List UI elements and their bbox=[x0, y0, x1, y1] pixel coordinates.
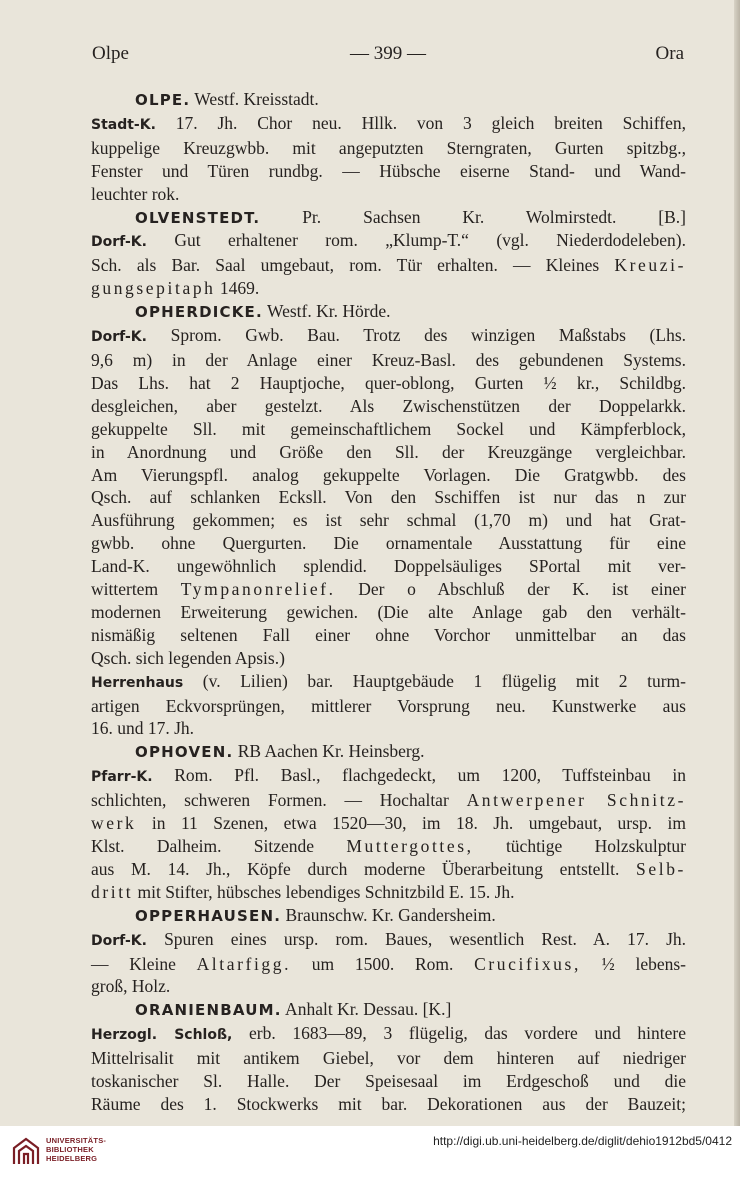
text-segment: Mittelrisalit mit antikem Giebel, vor dem hinteren auf niedriger bbox=[91, 1048, 686, 1069]
entry-heading: OPHOVEN. bbox=[135, 743, 234, 762]
text-segment: Ausführung gekommen; es ist sehr schmal (1,70 m) und hat Grat- bbox=[91, 510, 686, 531]
text-segment: schlichten, schweren Formen. — Hochaltar bbox=[91, 790, 467, 811]
text-line bbox=[91, 183, 686, 206]
text-line bbox=[91, 486, 686, 509]
text-segment: in Anordnung und Größe den Sll. der Kreuzgänge vergleichbar. bbox=[91, 441, 686, 462]
text-line bbox=[91, 717, 686, 740]
text-line bbox=[91, 324, 686, 349]
body-text bbox=[91, 88, 686, 1116]
text-segment: in 11 Szenen, etwa 1520—30, im 18. Jh. umgebaut, ursp. im bbox=[136, 813, 686, 834]
text-line bbox=[91, 670, 686, 695]
entry-heading: ORANIENBAUM. bbox=[135, 1001, 282, 1020]
text-line bbox=[91, 1047, 686, 1070]
building-label: Pfarr-K. bbox=[91, 769, 153, 786]
text-segment: Spuren eines ursp. rom. Baues, wesentlich Rest. A. 17. Jh. bbox=[146, 928, 686, 949]
text-line bbox=[91, 509, 686, 532]
text-line bbox=[91, 229, 686, 254]
text-segment: Rom. Pfl. Basl., flachgedeckt, um 1200, Tuffsteinbau in bbox=[152, 765, 686, 786]
text-line bbox=[91, 112, 686, 137]
header-left: Olpe bbox=[92, 43, 129, 64]
text-line bbox=[91, 206, 686, 230]
text-segment: kuppelige Kreuzgwbb. mit angeputzten Sterngraten, Gurten spitzbg., bbox=[91, 137, 686, 158]
text-line bbox=[91, 647, 686, 670]
text-line bbox=[91, 88, 686, 112]
text-segment: aus M. 14. Jh., Köpfe durch moderne Überarbeitung entstellt. bbox=[91, 858, 637, 879]
text-segment: Anhalt Kr. Dessau. [K.] bbox=[281, 999, 452, 1020]
text-segment: groß, Holz. bbox=[91, 976, 171, 997]
page-edge bbox=[734, 0, 740, 1126]
text-segment: Qsch. auf schlanken Ecksll. Von den Sschiffen ist nur das n zur bbox=[91, 487, 686, 508]
text-segment: 1469. bbox=[215, 278, 260, 299]
text-line bbox=[91, 277, 686, 300]
text-line bbox=[91, 1093, 686, 1116]
logo-line: HEIDELBERG bbox=[46, 1154, 98, 1163]
text-segment: tüchtige Holzskulptur bbox=[473, 836, 686, 856]
page-number: — 399 — bbox=[350, 43, 426, 64]
text-line bbox=[91, 881, 686, 904]
text-segment: 16. und 17. Jh. bbox=[91, 718, 195, 739]
text-line bbox=[91, 975, 686, 998]
running-header bbox=[92, 43, 684, 69]
library-logo-text bbox=[46, 1136, 106, 1163]
text-line bbox=[91, 624, 686, 647]
text-segment: 9,6 m) in der Anlage einer Kreuz-Basl. des gebundenen Systems. bbox=[91, 349, 686, 370]
spaced-emphasis: dritt bbox=[91, 881, 134, 902]
text-segment: desgleichen, aber gestelzt. Als Zwischenstützen der Doppelarkk. bbox=[91, 395, 686, 416]
text-line bbox=[91, 740, 686, 764]
text-line bbox=[91, 532, 686, 555]
spaced-emphasis: Selb- bbox=[636, 858, 686, 879]
text-segment: Fenster und Türen rundbg. — Hübsche eiserne Stand- und Wand- bbox=[91, 160, 686, 181]
text-segment: artigen Eckvorsprüngen, mittlerer Vorsprung neu. Kunstwerke aus bbox=[91, 695, 686, 716]
building-label: Herzogl. Schloß, bbox=[91, 1027, 233, 1044]
text-segment: Am Vierungspfl. analog gekuppelte Vorlagen. Die Gratgwbb. des bbox=[91, 464, 686, 485]
text-segment: gwbb. ohne Quergurten. Die ornamentale Ausstattung für eine bbox=[91, 533, 686, 554]
building-label: Dorf-K. bbox=[91, 329, 147, 346]
text-line bbox=[91, 789, 686, 812]
spaced-emphasis: Crucifixus, bbox=[474, 953, 581, 974]
text-segment: 17. Jh. Chor neu. Hllk. von 3 gleich breiten Schiffen, bbox=[155, 112, 686, 133]
text-segment: Sch. als Bar. Saal umgebaut, rom. Tür erhalten. — Kleines bbox=[91, 255, 615, 276]
logo-line: UNIVERSITÄTS- bbox=[46, 1136, 107, 1145]
text-segment: Braunschw. Kr. Gandersheim. bbox=[281, 904, 496, 925]
spaced-emphasis: Kreuzi- bbox=[614, 255, 686, 276]
text-segment: (v. Lilien) bar. Hauptgebäude 1 flügelig mit 2 turm- bbox=[183, 670, 686, 691]
text-line bbox=[91, 812, 686, 835]
text-line bbox=[91, 998, 686, 1022]
text-line bbox=[91, 695, 686, 718]
text-line bbox=[91, 418, 686, 441]
text-segment: leuchter rok. bbox=[91, 183, 180, 204]
text-segment: Klst. Dalheim. Sitzende bbox=[91, 836, 347, 856]
text-segment: Qsch. sich legenden Apsis.) bbox=[91, 647, 285, 668]
text-segment: toskanischer Sl. Halle. Der Speisesaal im Erdgeschoß und die bbox=[91, 1071, 686, 1092]
spaced-emphasis: werk bbox=[91, 813, 137, 834]
text-segment: mit Stifter, hübsches lebendiges Schnitzbild E. 15. Jh. bbox=[133, 881, 515, 902]
text-segment: Der o Abschluß der K. ist einer bbox=[335, 579, 686, 600]
building-label: Dorf-K. bbox=[91, 234, 147, 251]
text-segment: Das Lhs. hat 2 Hauptjoche, quer-oblong, Gurten ½ kr., Schildbg. bbox=[91, 372, 686, 393]
text-line bbox=[91, 928, 686, 953]
text-line bbox=[91, 601, 686, 624]
text-segment: Westf. Kreisstadt. bbox=[190, 89, 319, 109]
logo-line: BIBLIOTHEK bbox=[46, 1145, 94, 1154]
building-label: Herrenhaus bbox=[91, 674, 184, 691]
text-segment: wittertem bbox=[91, 579, 181, 600]
text-line bbox=[91, 464, 686, 487]
text-line bbox=[91, 160, 686, 183]
text-line bbox=[91, 1022, 686, 1047]
entry-heading: OPPERHAUSEN. bbox=[135, 906, 282, 925]
text-line bbox=[91, 555, 686, 578]
text-segment: nismäßig seltenen Fall einer ohne Vorchor unmittelbar an das bbox=[91, 624, 686, 645]
spaced-emphasis: Tympanonrelief. bbox=[180, 579, 336, 600]
text-line bbox=[91, 578, 686, 601]
entry-heading: OLVENSTEDT. bbox=[135, 208, 261, 227]
text-line bbox=[91, 904, 686, 928]
text-segment: Land-K. ungewöhnlich splendid. Doppelsäuliges SPortal mit ver- bbox=[91, 556, 686, 577]
text-line bbox=[91, 137, 686, 160]
building-label: Stadt-K. bbox=[91, 116, 156, 133]
text-segment: Westf. Kr. Hörde. bbox=[262, 301, 391, 322]
text-line bbox=[91, 764, 686, 789]
text-segment: gekuppelte Sll. mit gemeinschaftlichem Sockel und Kämpferblock, bbox=[91, 418, 686, 439]
text-line bbox=[91, 372, 686, 395]
header-right: Ora bbox=[655, 43, 684, 64]
text-line bbox=[91, 835, 686, 858]
spaced-emphasis: Antwerpener Schnitz- bbox=[466, 790, 686, 811]
spaced-emphasis: gungsepitaph bbox=[91, 278, 216, 299]
text-line bbox=[91, 858, 686, 881]
text-segment: modernen Erweiterung gewichen. (Die alte Anlage gab den verhält- bbox=[91, 601, 686, 622]
source-url-link[interactable]: http://digi.ub.uni-heidelberg.de/diglit/dehio1912bd5/0412 bbox=[433, 1134, 732, 1148]
spaced-emphasis: Altarfigg. bbox=[196, 953, 292, 974]
text-segment: um 1500. Rom. bbox=[291, 953, 475, 974]
text-segment: Sprom. Gwb. Bau. Trotz des winzigen Maßstabs (Lhs. bbox=[146, 325, 686, 346]
text-line bbox=[91, 1070, 686, 1093]
library-logo-icon bbox=[8, 1134, 44, 1170]
text-segment: ½ lebens- bbox=[580, 953, 686, 974]
spaced-emphasis: Muttergottes, bbox=[346, 836, 474, 856]
entry-heading: OPHERDICKE. bbox=[135, 303, 263, 322]
text-line bbox=[91, 953, 686, 976]
text-segment: Räume des 1. Stockwerks mit bar. Dekorationen aus der Bauzeit; bbox=[91, 1093, 686, 1114]
footer-bar bbox=[0, 1126, 740, 1179]
entry-heading: OLPE. bbox=[135, 91, 191, 109]
text-segment: RB Aachen Kr. Heinsberg. bbox=[233, 741, 425, 762]
text-segment: Gut erhaltener rom. „Klump-T.“ (vgl. Niederdodeleben). bbox=[146, 230, 686, 251]
building-label: Dorf-K. bbox=[91, 932, 147, 949]
text-line bbox=[91, 441, 686, 464]
text-line bbox=[91, 395, 686, 418]
text-segment: erb. 1683—89, 3 flügelig, das vordere und hintere bbox=[232, 1023, 686, 1044]
text-segment: — Kleine bbox=[91, 953, 197, 974]
text-line bbox=[91, 349, 686, 372]
text-line bbox=[91, 254, 686, 277]
text-line bbox=[91, 300, 686, 324]
text-segment: Pr. Sachsen Kr. Wolmirstedt. [B.] bbox=[260, 206, 686, 227]
